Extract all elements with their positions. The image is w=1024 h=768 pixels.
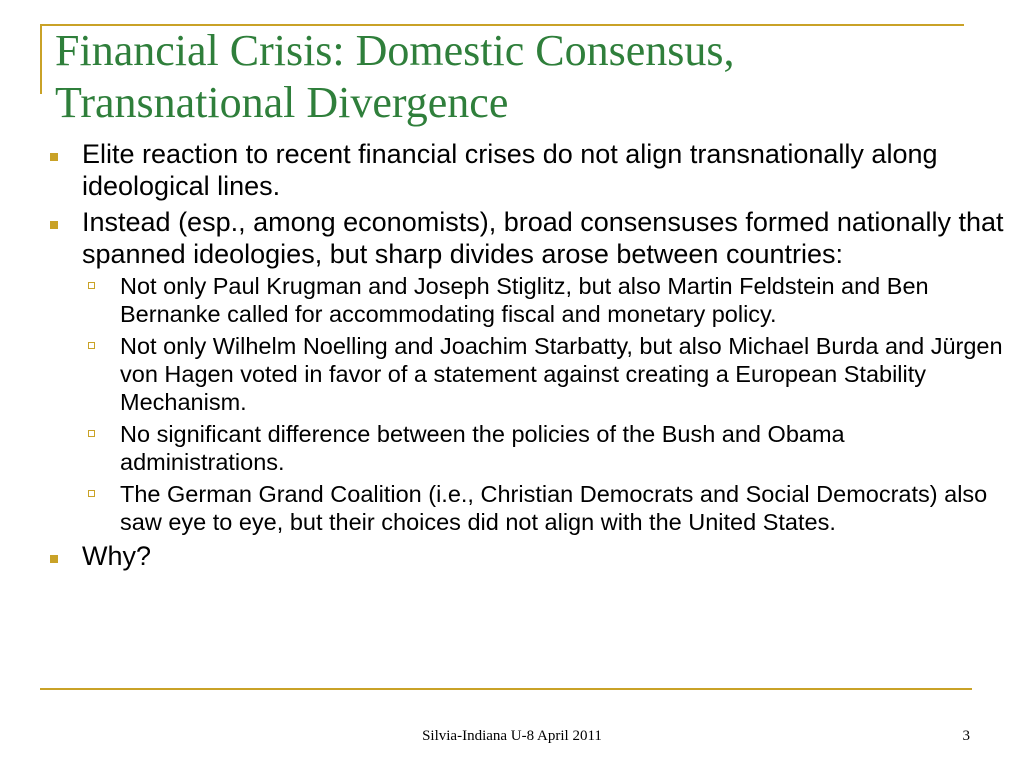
sub-bullet-item-3 xyxy=(82,420,1004,476)
sub-bullet-text: The German Grand Coalition (i.e., Christian Democrats and Social Democrats) also saw eye to eye, but their choices did not align with the United States. xyxy=(120,481,988,535)
square-bullet-icon xyxy=(50,555,58,563)
bullet-item-2 xyxy=(44,206,1004,536)
bullet-text: Instead (esp., among economists), broad consensuses formed nationally that spanned ideologies, but sharp divides arose between countries: xyxy=(82,207,1004,269)
bullet-text: Why? xyxy=(82,541,152,571)
slide-footer: Silvia-Indiana U-8 April 2011 xyxy=(422,728,602,744)
hollow-square-bullet-icon xyxy=(88,490,95,497)
sub-bullet-item-4 xyxy=(82,480,1004,536)
slide-bullet-list xyxy=(44,138,1004,576)
hollow-square-bullet-icon xyxy=(88,282,95,289)
footer-divider-line xyxy=(40,688,972,690)
title-frame-left-line xyxy=(40,24,42,94)
bullet-text: Elite reaction to recent financial crises do not align transnationally along ideological lines. xyxy=(82,139,938,201)
title-line-1: Financial Crisis: Domestic Consensus, xyxy=(55,26,735,75)
sub-bullet-text: Not only Wilhelm Noelling and Joachim Starbatty, but also Michael Burda and Jürgen von Hagen voted in favor of a statement against creating a European Stability Mechanism. xyxy=(120,333,1003,415)
sub-bullet-list xyxy=(82,272,1004,536)
sub-bullet-item-1 xyxy=(82,272,1004,328)
sub-bullet-text: No significant difference between the policies of the Bush and Obama administrations. xyxy=(120,421,845,475)
title-line-2: Transnational Divergence xyxy=(55,78,509,127)
page-number: 3 xyxy=(962,728,970,744)
bullet-item-1 xyxy=(44,138,1004,202)
sub-bullet-item-2 xyxy=(82,332,1004,416)
square-bullet-icon xyxy=(50,221,58,229)
sub-bullet-text: Not only Paul Krugman and Joseph Stiglitz, but also Martin Feldstein and Ben Bernanke called for accommodating fiscal and monetary policy. xyxy=(120,273,929,327)
slide-title xyxy=(55,25,975,129)
hollow-square-bullet-icon xyxy=(88,430,95,437)
bullet-item-3 xyxy=(44,540,1004,572)
square-bullet-icon xyxy=(50,153,58,161)
hollow-square-bullet-icon xyxy=(88,342,95,349)
